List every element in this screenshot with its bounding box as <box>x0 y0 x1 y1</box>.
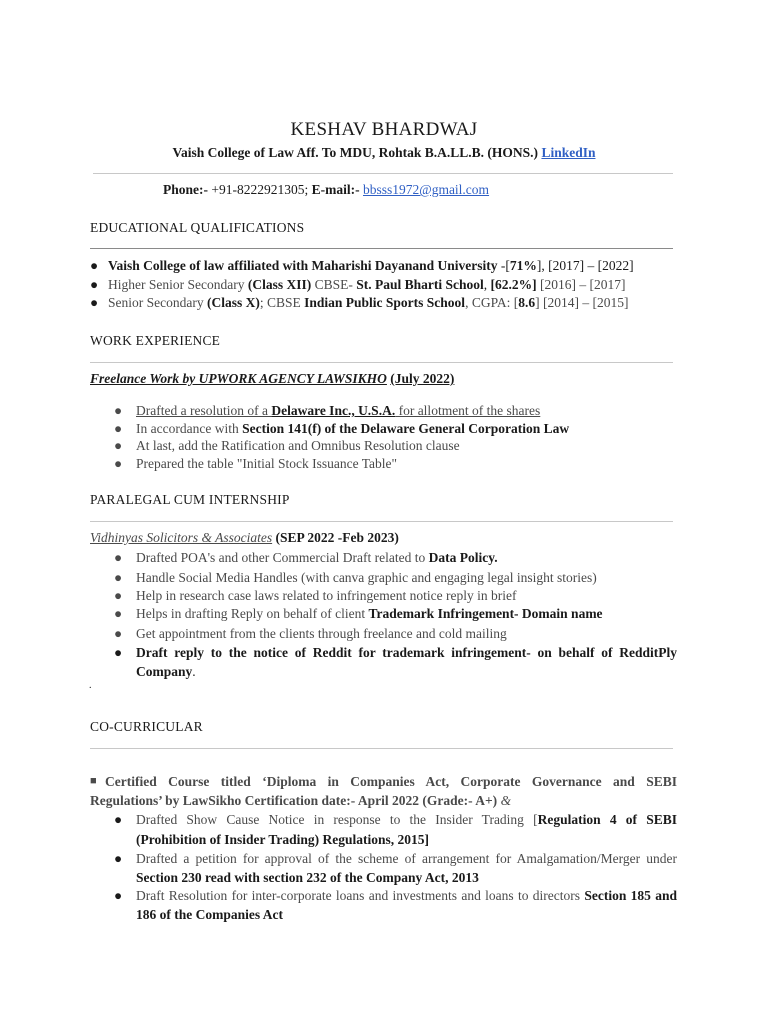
text: -[ <box>497 258 510 273</box>
cocurricular-item-line2: (Prohibition of Insider Trading) Regulations, 2015] <box>136 832 430 847</box>
paralegal-firm: Vidhinyas Solicitors & Associates <box>90 530 273 545</box>
course-title-line1: Certified Course titled ‘Diploma in Companies Act, Corporate Governance and SEBI <box>105 774 677 789</box>
cocurricular-item <box>114 888 132 904</box>
education-score: [62.2%] <box>490 277 537 292</box>
paralegal-item <box>114 550 498 566</box>
cocurricular-item-line1: Drafted a petition for approval of the scheme of arrangement for Amalgamation/Merger under <box>136 851 677 866</box>
text: CBSE- <box>311 277 357 292</box>
text: Handle Social Media Handles (with canva graphic and engaging legal insight stories) <box>136 570 597 585</box>
education-years: ], [2017] – [2022] <box>536 258 634 273</box>
cocurricular-item-line1 <box>136 888 677 904</box>
bullet-icon: ● <box>114 403 123 418</box>
divider <box>93 173 673 174</box>
education-item <box>90 295 628 311</box>
bullet-icon: ● <box>114 645 123 660</box>
paralegal-item-text-cont <box>136 664 196 680</box>
education-score: 8.6 <box>518 295 536 310</box>
text: Help in research case laws related to infringement notice reply in brief <box>136 588 517 603</box>
paralegal-period: (SEP 2022 -Feb 2023) <box>272 530 399 545</box>
stray-mark: . <box>89 680 92 691</box>
bullet-icon: ● <box>114 851 123 866</box>
text: Drafted Show Cause Notice in response to the Insider Trading [ <box>136 812 538 827</box>
text: & <box>497 793 512 808</box>
text: Draft Resolution for inter-corporate loans and investments and loans to directors <box>136 888 585 903</box>
work-role-line <box>90 371 454 387</box>
candidate-name: KESHAV BHARDWAJ <box>290 119 478 140</box>
bullet-icon: ● <box>114 626 123 641</box>
divider <box>90 748 673 749</box>
paralegal-heading: PARALEGAL CUM INTERNSHIP <box>90 492 290 507</box>
education-years: [2016] – [2017] <box>536 277 626 292</box>
education-heading: EDUCATIONAL QUALIFICATIONS <box>90 220 305 235</box>
bullet-icon: ● <box>90 258 99 273</box>
email-label: E-mail:- <box>311 182 360 197</box>
paralegal-item <box>114 570 597 586</box>
subtitle <box>0 145 768 161</box>
paralegal-item <box>114 588 516 604</box>
text: Company <box>136 664 193 679</box>
text: Helps in drafting Reply on behalf of client <box>136 606 369 621</box>
college-affiliation: Vaish College of Law Aff. To MDU, Rohtak B.A.LL.B. (HONS.) <box>172 145 539 160</box>
education-item <box>90 258 634 274</box>
text: In accordance with <box>136 421 243 436</box>
education-score: 71% <box>509 258 537 273</box>
text: Data Policy. <box>428 550 498 565</box>
text: for allotment of the shares <box>395 403 541 418</box>
divider <box>90 521 673 522</box>
linkedin-link[interactable]: LinkedIn <box>541 145 596 160</box>
text: Higher Senior Secondary <box>108 277 248 292</box>
bullet-icon: ● <box>114 570 123 585</box>
course-title-line2 <box>90 793 511 809</box>
text: Trademark Infringement- Domain name <box>368 606 603 621</box>
text: At last, add the Ratification and Omnibus Resolution clause <box>136 438 460 453</box>
contact-line <box>163 182 489 198</box>
bullet-icon: ● <box>114 550 123 565</box>
divider <box>90 362 673 363</box>
text: Drafted a resolution of a <box>136 403 272 418</box>
cocurricular-item-line2: Section 230 read with section 232 of the Company Act, 2013 <box>136 870 479 885</box>
bullet-icon: ● <box>114 888 123 903</box>
work-item <box>114 421 569 437</box>
paralegal-item-text: Draft reply to the notice of Reddit for trademark infringement- on behalf of RedditPly <box>136 645 677 660</box>
paralegal-firm-line <box>90 530 399 546</box>
text: Regulation 4 of SEBI <box>537 812 677 827</box>
education-institution: Vaish College of law affiliated with Maharishi Dayanand University <box>108 258 498 273</box>
bullet-icon: ● <box>114 606 123 621</box>
text: ; CBSE <box>259 295 305 310</box>
cocurricular-item-line2: 186 of the Companies Act <box>136 907 283 922</box>
text: Section 141(f) of the Delaware General Corporation Law <box>242 421 570 436</box>
work-heading: WORK EXPERIENCE <box>90 333 221 348</box>
bullet-icon: ● <box>114 456 123 471</box>
bullet-icon: ● <box>114 438 123 453</box>
bullet-icon: ● <box>90 277 99 292</box>
text: Regulations’ by LawSikho Certification date:- April 2022 (Grade:- A+) <box>90 793 498 808</box>
bullet-icon: ● <box>114 421 123 436</box>
bullet-icon: ● <box>114 588 123 603</box>
cocurricular-item <box>114 851 132 867</box>
cocurricular-heading: CO-CURRICULAR <box>90 719 203 734</box>
work-item <box>114 456 397 472</box>
education-years: ] [2014] – [2015] <box>535 295 629 310</box>
text: Drafted POA's and other Commercial Draft related to <box>136 550 429 565</box>
work-item <box>114 403 540 419</box>
text: Section 185 and <box>584 888 677 903</box>
paralegal-item <box>114 645 136 661</box>
cocurricular-item-line1 <box>136 812 677 828</box>
text: Prepared the table "Initial Stock Issuance Table" <box>136 456 397 471</box>
paralegal-item <box>114 606 603 622</box>
text: (Class X) <box>206 295 260 310</box>
text: Get appointment from the clients through freelance and cold mailing <box>136 626 507 641</box>
paralegal-item <box>114 626 507 642</box>
text: (Class XII) <box>247 277 312 292</box>
bullet-icon: ● <box>114 812 123 827</box>
phone-value: +91-8222921305; <box>208 182 312 197</box>
cocurricular-item <box>114 812 132 828</box>
work-item <box>114 438 460 454</box>
text: . <box>192 664 196 679</box>
email-link[interactable]: bbsss1972@gmail.com <box>363 182 490 197</box>
education-item <box>90 277 626 293</box>
education-institution: Indian Public Sports School <box>304 295 466 310</box>
text: Delaware Inc., U.S.A. <box>271 403 396 418</box>
phone-label: Phone:- <box>163 182 208 197</box>
divider <box>90 248 673 249</box>
text: Senior Secondary <box>108 295 207 310</box>
text: , CGPA: [ <box>465 295 519 310</box>
bullet-icon: ● <box>90 295 99 310</box>
text: , <box>483 277 491 292</box>
work-period: (July 2022) <box>390 371 455 386</box>
work-role: Freelance Work by UPWORK AGENCY LAWSIKHO <box>90 371 387 386</box>
education-institution: St. Paul Bharti School <box>356 277 484 292</box>
square-bullet-icon: ■ <box>90 775 97 787</box>
